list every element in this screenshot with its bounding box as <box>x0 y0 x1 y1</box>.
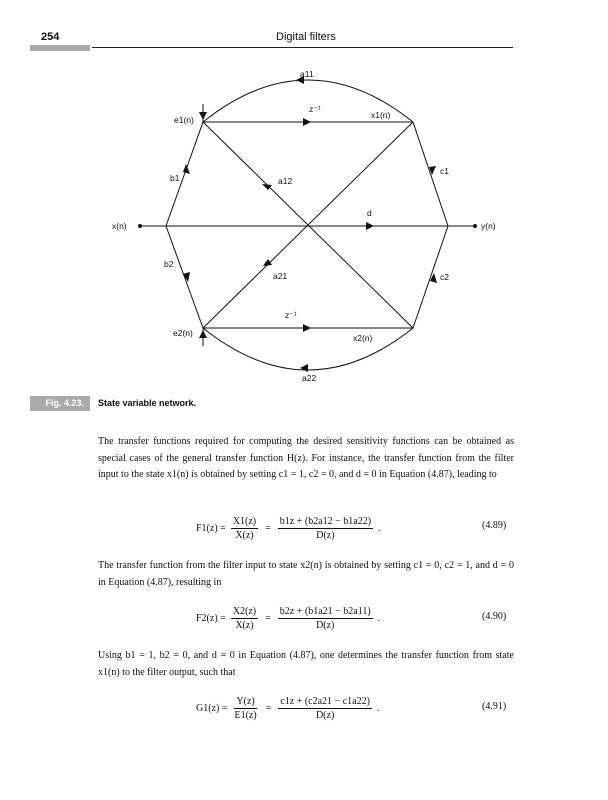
label-a11: a11 <box>300 69 314 79</box>
label-d: d <box>367 208 372 218</box>
eq-numerator: b1z + (b2a12 − b1a22) <box>279 515 372 527</box>
equation-4-89 <box>196 510 381 546</box>
label-c1: c1 <box>440 166 449 176</box>
label-z1-bottom: z⁻¹ <box>285 310 297 320</box>
eq-period: . <box>377 612 381 624</box>
equation-number: (4.91) <box>482 701 507 712</box>
eq-numerator: b2z + (b1a21 − b2a11) <box>279 605 371 617</box>
label-xn: x(n) <box>112 221 127 231</box>
eq-denominator: D(z) <box>316 619 335 631</box>
label-x2n: x2(n) <box>353 333 373 343</box>
eq-denominator: X(z) <box>235 529 254 541</box>
eq-period: . <box>376 702 380 714</box>
eq-numerator: c1z + (c2a21 − c1a22) <box>280 695 370 707</box>
eq-equals: = <box>265 522 271 534</box>
running-header-title: Digital filters <box>276 31 336 43</box>
figure-caption: State variable network. <box>98 398 197 408</box>
eq-lhs: F1(z) = <box>196 522 226 534</box>
figure-tag: Fig. 4.23. <box>30 396 90 411</box>
eq-denominator: D(z) <box>315 709 335 721</box>
label-a22: a22 <box>302 373 317 383</box>
paragraph-2: The transfer function from the filter input to state x2(n) is obtained by setting c1 = 0, c2 = 1, and d = 0 in Equation (4.87), resulting in <box>98 560 514 588</box>
eq-equals: = <box>265 702 272 714</box>
paragraph-3: Using b1 = 1, b2 = 0, and d = 0 in Equation (4.87), one determines the transfer function from state x1(n) to the filter output, such that <box>98 650 514 678</box>
label-e2n: e2(n) <box>173 328 193 338</box>
label-b2: b2 <box>164 259 174 269</box>
paragraph-1: The transfer functions required for computing the desired sensitivity functions can be obtained as special cases of the general transfer function H(z). For instance, the transfer function from the filter input to the state x1(n) is obtained by setting c1 = 1, c2 = 0, and d = 0 in Equation (4.87), leading to <box>98 436 514 480</box>
label-c2: c2 <box>440 272 449 282</box>
eq-period: . <box>378 522 381 534</box>
eq-lhs: G1(z) = <box>196 702 228 714</box>
label-z1-top: z⁻¹ <box>309 104 321 114</box>
equation-4-91 <box>196 690 379 726</box>
label-x1n: x1(n) <box>371 110 391 120</box>
eq-denominator: E1(z) <box>234 709 257 721</box>
branch-b2 <box>166 226 203 328</box>
label-yn: y(n) <box>481 221 496 231</box>
equation-4-90 <box>196 600 380 636</box>
eq-lhs: F2(z) = <box>196 612 226 624</box>
output-node <box>473 224 477 228</box>
input-node <box>138 224 142 228</box>
eq-denominator: D(z) <box>316 529 335 541</box>
equation-number: (4.89) <box>482 520 507 531</box>
eq-equals: = <box>265 612 271 624</box>
eq-denominator: X(z) <box>235 619 254 631</box>
label-a12: a12 <box>278 176 293 186</box>
equation-number: (4.90) <box>482 611 507 622</box>
branch-a22 <box>203 328 413 370</box>
eq-numerator: Y(z) <box>236 695 255 707</box>
eq-numerator: X2(z) <box>232 605 257 617</box>
page-number: 254 <box>41 31 60 43</box>
label-e1n: e1(n) <box>174 115 194 125</box>
label-a21: a21 <box>273 271 288 281</box>
eq-numerator: X1(z) <box>232 515 257 527</box>
label-b1: b1 <box>170 173 180 183</box>
